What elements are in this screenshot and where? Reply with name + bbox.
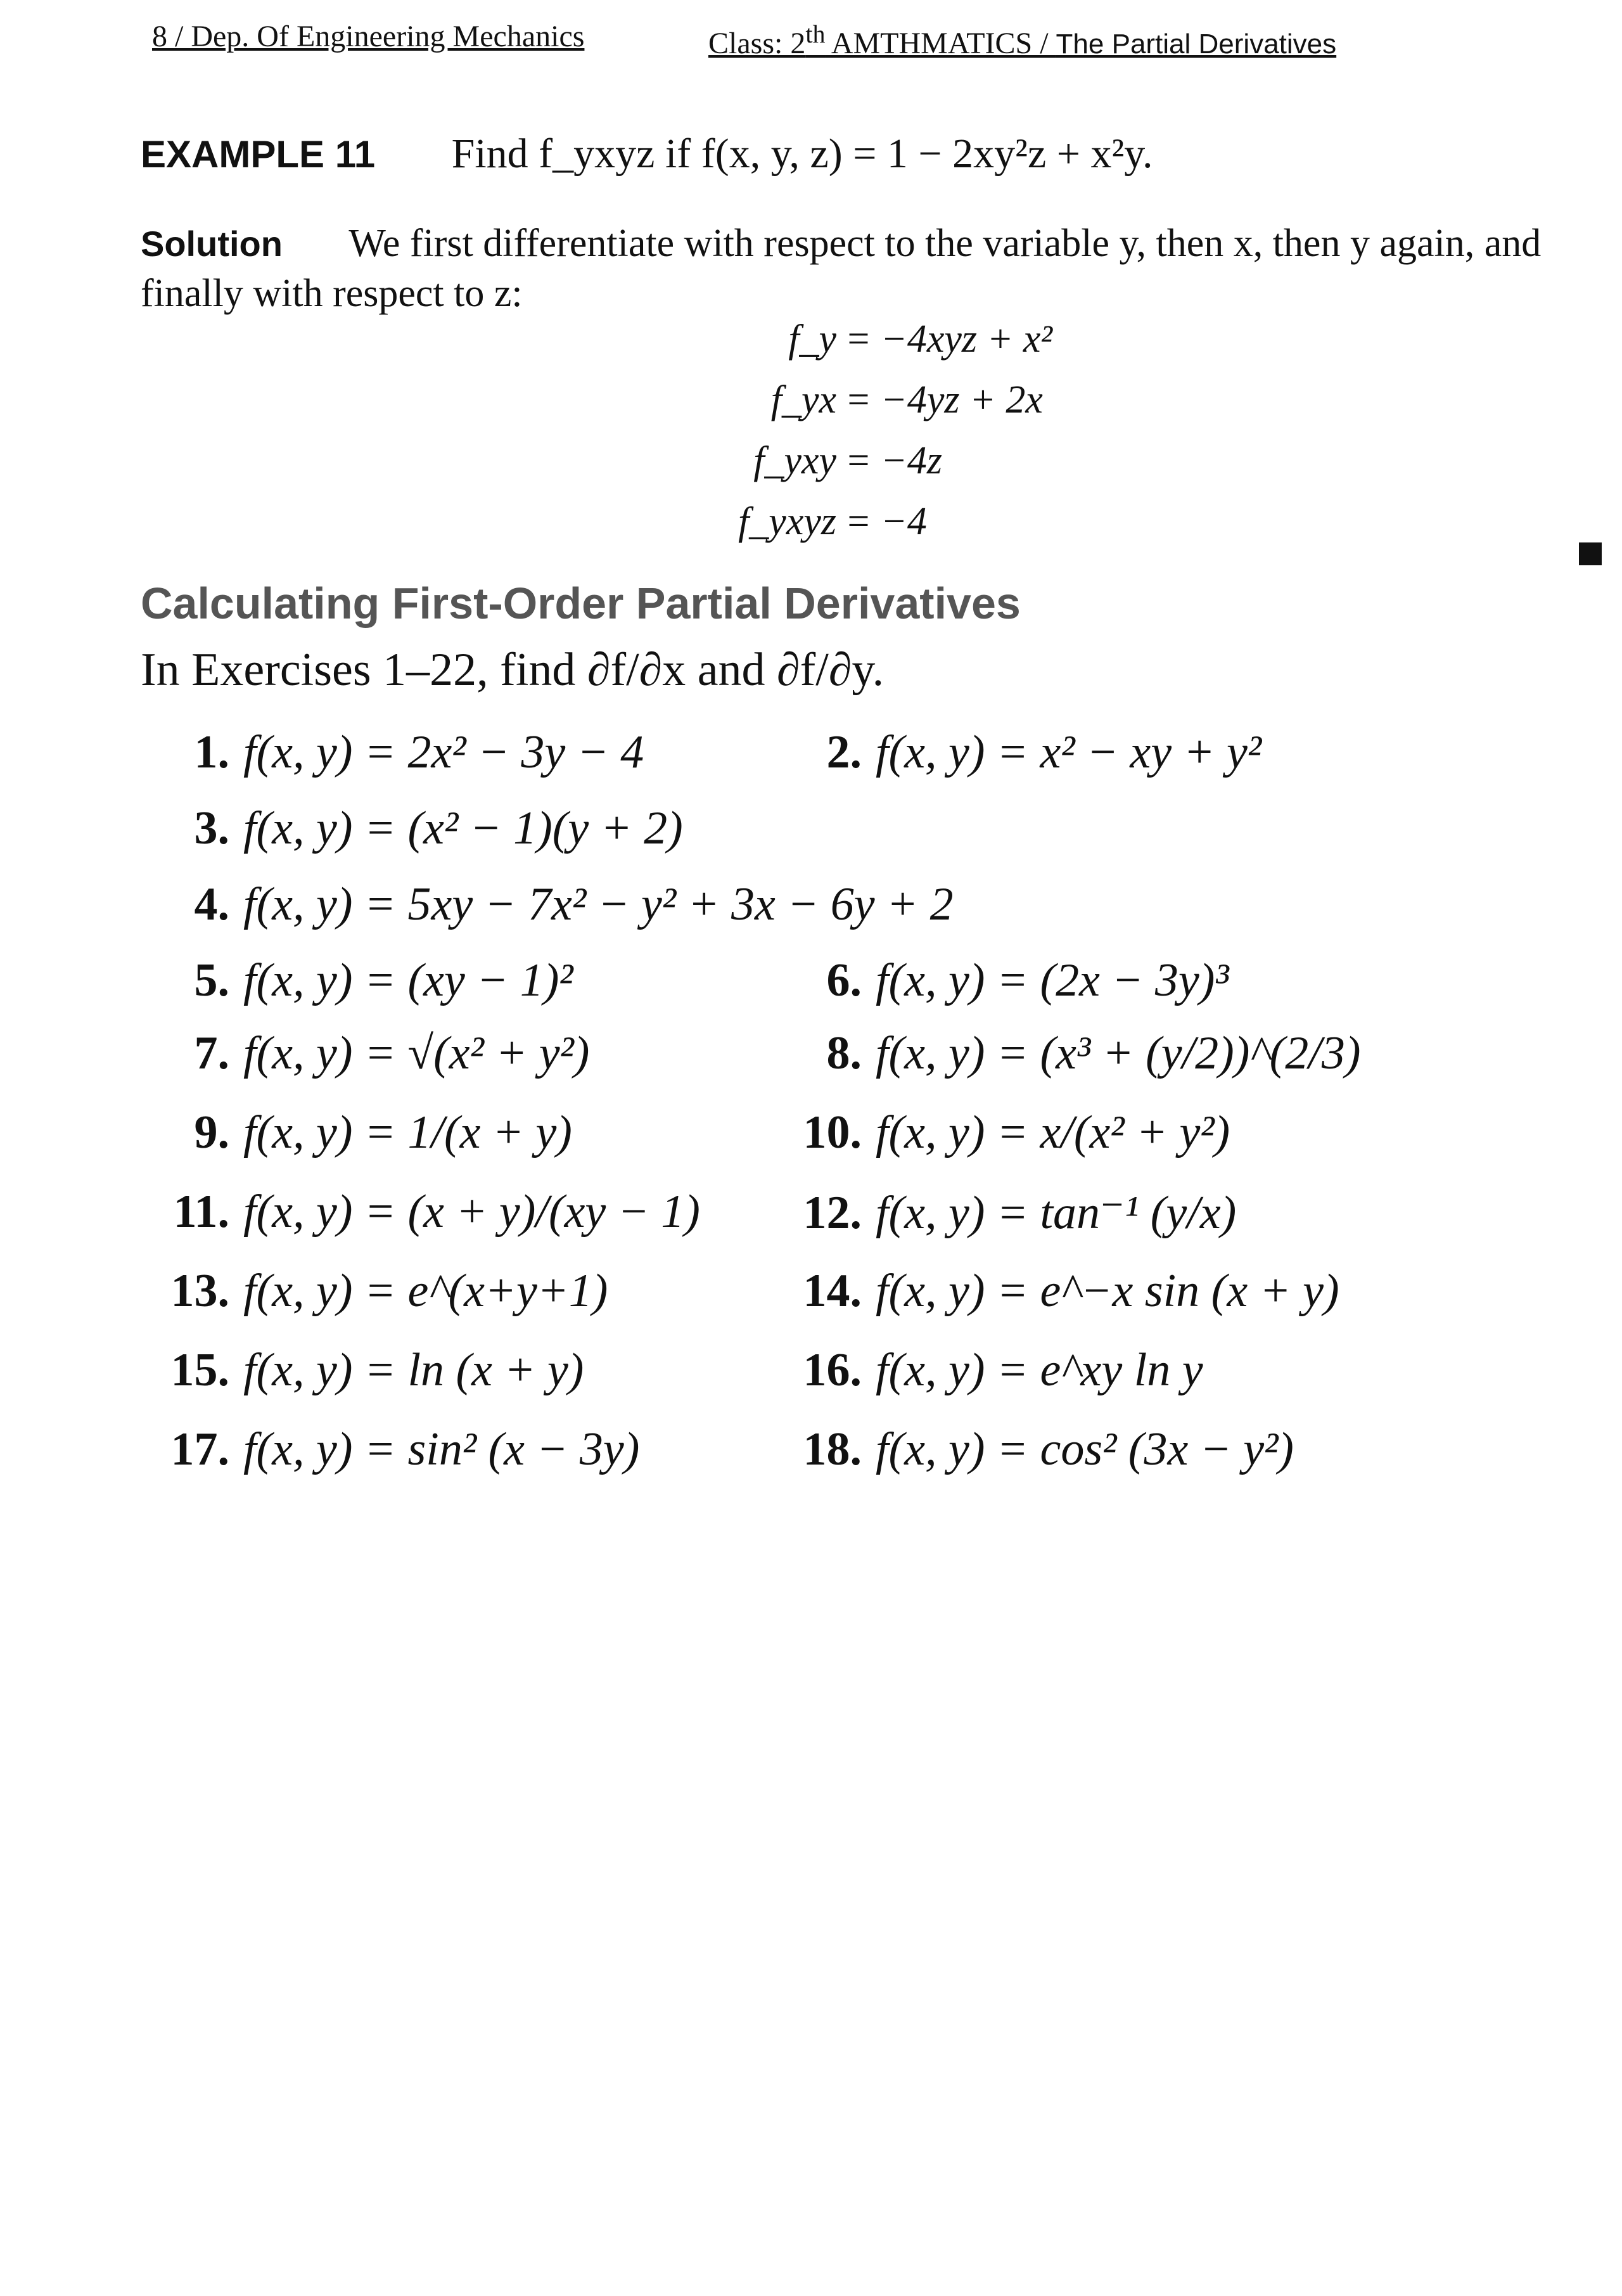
exercise-item <box>773 1423 1294 1477</box>
page-header-right <box>708 19 1336 61</box>
derivative-equations <box>665 317 1052 560</box>
equals-sign: = <box>847 317 870 361</box>
solution-label: Solution <box>141 224 283 264</box>
exercise-item <box>141 1027 589 1081</box>
section-instructions: In Exercises 1–22, find ∂f/∂x and ∂f/∂y. <box>141 644 884 696</box>
equation-row <box>665 378 1052 439</box>
exercise-expression: f(x, y) = tan⁻¹ (y/x) <box>876 1187 1237 1239</box>
equation-lhs: f_y <box>788 317 836 361</box>
exercise-number: 15. <box>170 1344 229 1396</box>
equation-rhs: −4 <box>881 500 927 543</box>
exercise-number: 11. <box>173 1186 229 1238</box>
exercise-number: 8. <box>826 1027 862 1079</box>
exercise-number: 16. <box>803 1344 862 1396</box>
exercise-item <box>141 954 573 1008</box>
exercise-number: 13. <box>170 1265 229 1317</box>
equation-row <box>665 317 1052 378</box>
equals-sign: = <box>847 500 870 543</box>
solution-paragraph <box>141 219 1611 318</box>
exercise-item <box>141 1423 639 1477</box>
exercise-item <box>773 1185 1236 1240</box>
example-statement: Find f_yxyz if f(x, y, z) = 1 − 2xy²z + x²y. <box>451 131 1153 177</box>
exercise-expression: f(x, y) = x² − xy + y² <box>876 726 1262 778</box>
example-label: EXAMPLE 11 <box>141 133 376 176</box>
header-topic: The Partial Derivatives <box>1056 29 1337 60</box>
exercise-expression: f(x, y) = 2x² − 3y − 4 <box>243 726 644 778</box>
exercise-number: 2. <box>826 726 862 778</box>
equation-lhs: f_yx <box>770 378 836 421</box>
header-class: Class: 2 <box>708 27 806 60</box>
exercise-expression: f(x, y) = (x² − 1)(y + 2) <box>243 802 683 854</box>
exercise-number: 10. <box>803 1106 862 1158</box>
exercise-expression: f(x, y) = (x³ + (y/2))^(2/3) <box>876 1027 1361 1079</box>
exercise-item <box>141 802 683 856</box>
exercise-expression: f(x, y) = (2x − 3y)³ <box>876 954 1229 1006</box>
exercise-number: 9. <box>194 1106 229 1158</box>
end-of-proof-square-icon <box>1579 542 1602 565</box>
exercise-number: 7. <box>194 1027 229 1079</box>
exercise-expression: f(x, y) = x/(x² + y²) <box>876 1106 1230 1158</box>
exercise-expression: f(x, y) = cos² (3x − y²) <box>876 1423 1294 1475</box>
exercise-item <box>141 1264 608 1318</box>
equation-rhs: −4yz + 2x <box>881 378 1043 421</box>
equals-sign: = <box>847 439 870 482</box>
exercise-expression: f(x, y) = √(x² + y²) <box>243 1027 590 1079</box>
exercise-expression: f(x, y) = e^−x sin (x + y) <box>876 1265 1339 1317</box>
page-header-left: 8 / Dep. Of Engineering Mechanics <box>152 20 585 53</box>
equation-rhs: −4xyz + x² <box>881 317 1052 361</box>
equation-row <box>665 499 1052 560</box>
exercise-number: 5. <box>194 954 229 1006</box>
equation-rhs: −4z <box>881 439 942 482</box>
exercise-item <box>141 878 954 932</box>
equation-lhs: f_yxyz <box>738 500 836 543</box>
exercise-item <box>773 726 1261 779</box>
exercise-item <box>141 1344 584 1397</box>
solution-text: We first differentiate with respect to the variable y, then x, then y again, and finally with respect to z: <box>141 222 1542 315</box>
exercise-item <box>773 1344 1203 1397</box>
exercise-expression: f(x, y) = e^(x+y+1) <box>243 1265 608 1317</box>
exercise-number: 1. <box>194 726 229 778</box>
exercise-item <box>773 954 1229 1008</box>
exercise-item <box>773 1027 1360 1081</box>
section-title: Calculating First-Order Partial Derivatives <box>141 579 1021 628</box>
equals-sign: = <box>847 378 870 421</box>
exercise-number: 3. <box>194 802 229 854</box>
exercise-number: 14. <box>803 1265 862 1317</box>
exercise-item <box>773 1106 1230 1160</box>
exercise-expression: f(x, y) = ln (x + y) <box>243 1344 584 1396</box>
exercise-expression: f(x, y) = (x + y)/(xy − 1) <box>243 1186 700 1238</box>
exercise-expression: f(x, y) = e^xy ln y <box>876 1344 1203 1396</box>
exercise-number: 6. <box>826 954 862 1006</box>
exercise-number: 17. <box>170 1423 229 1475</box>
exercise-expression: f(x, y) = (xy − 1)² <box>243 954 573 1006</box>
exercise-item <box>141 726 644 779</box>
example-heading <box>141 130 1153 178</box>
exercise-number: 4. <box>194 878 229 930</box>
equation-row <box>665 439 1052 499</box>
exercise-number: 12. <box>803 1187 862 1239</box>
equation-lhs: f_yxy <box>753 439 836 482</box>
exercise-item <box>141 1185 700 1239</box>
header-class-sup: th <box>805 20 826 48</box>
exercise-expression: f(x, y) = 5xy − 7x² − y² + 3x − 6y + 2 <box>243 878 954 930</box>
exercise-expression: f(x, y) = 1/(x + y) <box>243 1106 572 1158</box>
exercise-item <box>773 1264 1339 1318</box>
exercise-number: 18. <box>803 1423 862 1475</box>
exercise-item <box>141 1106 572 1160</box>
header-subject: AMTHMATICS / <box>825 27 1056 60</box>
exercise-expression: f(x, y) = sin² (x − 3y) <box>243 1423 640 1475</box>
